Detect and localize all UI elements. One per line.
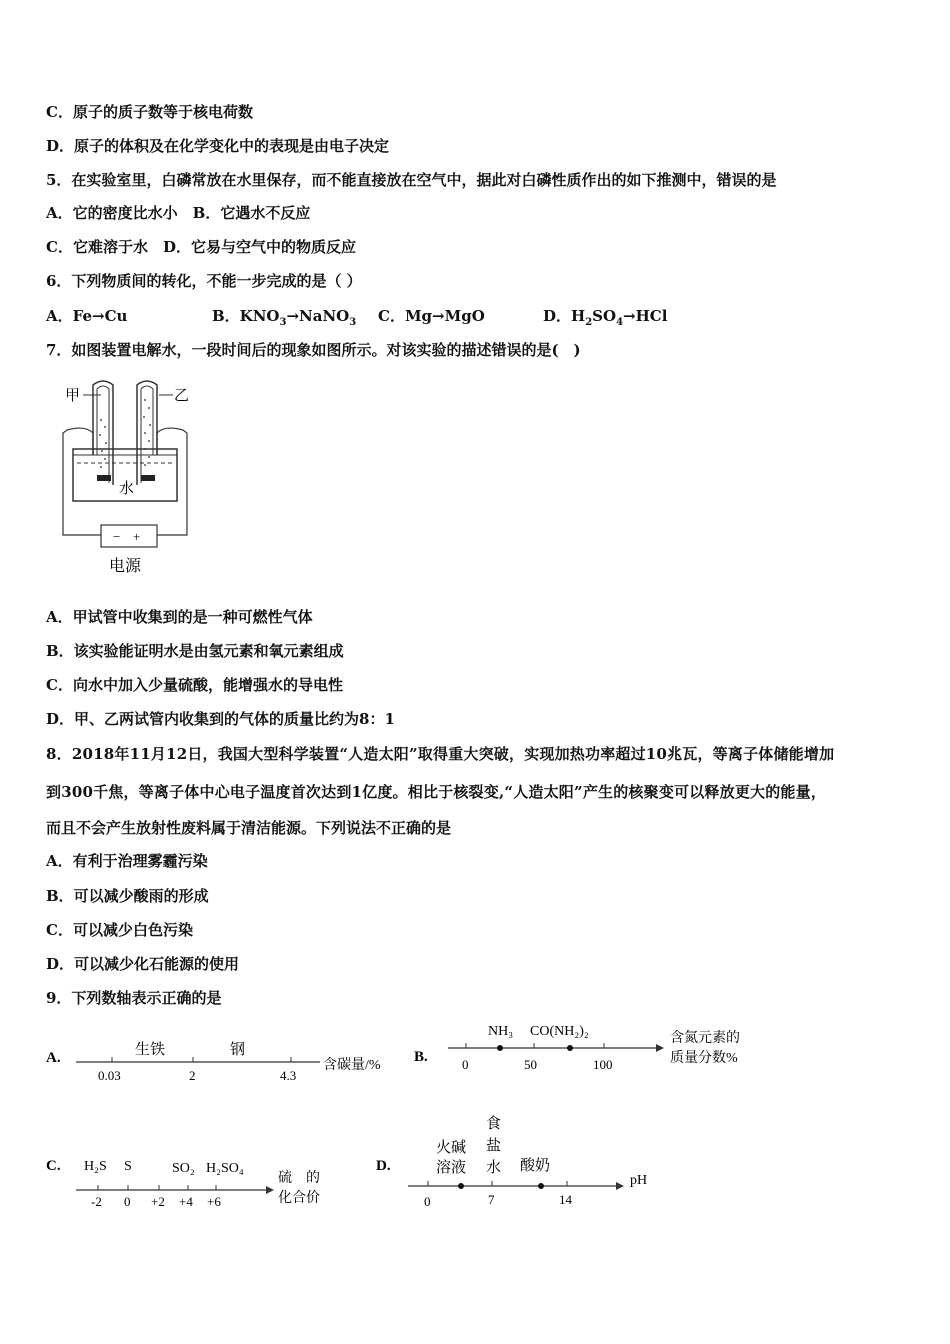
q9-b-axis-label1: 含氮元素的: [670, 1031, 740, 1046]
q9-b-point-urea: [567, 1045, 573, 1051]
q9-c-tick2: 0: [124, 1194, 131, 1209]
q9-c-letter: C.: [46, 1158, 61, 1174]
q7-option-d: D．甲、乙两试管内收集到的气体的质量比约为8：1: [46, 710, 395, 728]
q9-d-salt-3: 水: [486, 1160, 502, 1176]
q9-d-salt-2: 盐: [486, 1138, 502, 1154]
power-plus: +: [133, 529, 141, 544]
q9-d-axis-label: pH: [630, 1173, 648, 1188]
electrode-left: [97, 475, 111, 481]
fig-label-power: 电源: [109, 558, 142, 575]
q9-d-letter: D.: [376, 1158, 391, 1174]
q9-b-point-nh3: [497, 1045, 503, 1051]
q8-option-d: D．可以减少化石能源的使用: [46, 955, 240, 973]
q9-d-naoh-2: 溶液: [436, 1160, 467, 1176]
q8-stem-line2: 到300千焦，等离子体中心电子温度首次达到1亿度。相比于核裂变,“人造太阳”产生的核聚变可以释放更大的能量，: [46, 783, 827, 801]
fig-label-jia: 甲: [65, 388, 81, 404]
q9-b-urea: CO(NH₂)₂: [530, 1024, 589, 1039]
q9-axis-d: [370, 1108, 670, 1218]
q9-c-tick1: -2: [91, 1194, 102, 1209]
q6-d-sub4: 4: [616, 317, 624, 328]
q9-c-s: S: [124, 1159, 132, 1174]
q9-a-tick2: 2: [189, 1068, 196, 1083]
q5-options-cd: C．它难溶于水 D．它易与空气中的物质反应: [46, 238, 356, 256]
electrolysis-figure: [55, 375, 205, 580]
q7-stem: 7．如图装置电解水，一段时间后的现象如图所示。对该实验的描述错误的是( ): [46, 341, 581, 359]
q9-c-h2s: H₂S: [84, 1159, 107, 1174]
q9-d-salt-1: 食: [486, 1116, 502, 1132]
q9-d-yogurt: 酸奶: [520, 1158, 551, 1174]
q5-stem: 5．在实验室里，白磷常放在水里保存，而不能直接放在空气中，据此对白磷性质作出的如下推测中，错误的是: [46, 171, 777, 189]
q9-b-axis-label2: 质量分数%: [670, 1051, 738, 1066]
q9-a-tick1: 0.03: [98, 1068, 121, 1083]
tube-left: [93, 381, 113, 485]
q4-option-c: C．原子的质子数等于核电荷数: [46, 103, 253, 121]
q6-b-sub2: 3: [349, 317, 357, 328]
q6-option-d: [543, 306, 667, 333]
power-supply: [101, 525, 157, 547]
q8-option-b: B．可以减少酸雨的形成: [46, 887, 209, 905]
q6-d-end: →HCl: [623, 307, 668, 325]
q9-c-tick4: +4: [179, 1194, 193, 1209]
q9-axis-b: [410, 1015, 770, 1080]
q9-b-tick1: 0: [462, 1057, 469, 1072]
q8-stem-line3: 而且不会产生放射性废料属于清洁能源。下列说法不正确的是: [46, 819, 452, 837]
q9-d-tick2: 7: [488, 1192, 495, 1207]
fig-label-water: 水: [119, 481, 135, 497]
q9-c-tick3: +2: [151, 1194, 165, 1209]
fig-label-yi: 乙: [174, 388, 190, 404]
q9-c-so2: SO₂: [172, 1161, 195, 1176]
q9-c-axis-label1: 硫 的: [278, 1171, 320, 1186]
q9-c-h2so4: H₂SO₄: [206, 1161, 244, 1176]
q8-stem-line1: 8．2018年11月12日，我国大型科学装置“人造太阳”取得重大突破，实现加热功率超过10兆瓦，等离子体储能增加: [46, 745, 835, 763]
q9-d-tick3: 14: [559, 1192, 572, 1207]
q9-a-tick3: 4.3: [280, 1068, 297, 1083]
q9-b-tick3: 100: [593, 1057, 613, 1072]
q6-b-pre: B．KNO: [212, 307, 280, 325]
q6-option-c: C．Mg→MgO: [378, 307, 485, 325]
q9-a-axis-label: 含碳量/%: [323, 1058, 381, 1073]
q9-c-axis-label2: 化合价: [278, 1191, 320, 1206]
q9-d-point-yogurt: [538, 1183, 544, 1189]
q6-d-pre: D．H: [543, 307, 586, 325]
q9-axis-a: [40, 1032, 410, 1092]
q9-b-tick2: 50: [524, 1057, 537, 1072]
q6-stem: 6．下列物质间的转化，不能一步完成的是（ ）: [46, 272, 362, 290]
q9-a-steel: 钢: [230, 1042, 246, 1058]
q9-d-naoh-1: 火碱: [436, 1140, 467, 1156]
q9-d-point-naoh: [458, 1183, 464, 1189]
q8-option-c: C．可以减少白色污染: [46, 921, 193, 939]
power-minus: −: [113, 529, 121, 544]
q9-a-pig-iron: 生铁: [135, 1042, 166, 1058]
q9-stem: 9．下列数轴表示正确的是: [46, 989, 222, 1007]
q6-option-b: [212, 306, 356, 333]
q4-option-d: D．原子的体积及在化学变化中的表现是由电子决定: [46, 137, 390, 155]
q5-options-ab: A．它的密度比水小 B．它遇水不反应: [46, 204, 311, 222]
q9-axis-c: [40, 1150, 370, 1220]
q6-d-sub2: 2: [585, 317, 593, 328]
electrode-right: [141, 475, 155, 481]
q7-option-b: B．该实验能证明水是由氢元素和氧元素组成: [46, 642, 344, 660]
q7-option-a: A．甲试管中收集到的是一种可燃性气体: [46, 608, 313, 626]
q9-c-tick5: +6: [207, 1194, 221, 1209]
tube-right: [137, 381, 157, 485]
q6-b-mid: →NaNO: [286, 307, 350, 325]
q6-d-mid: SO: [592, 307, 617, 325]
q6-b-sub: 3: [279, 317, 287, 328]
q9-b-nh3: NH₃: [488, 1024, 514, 1039]
q9-b-letter: B.: [414, 1049, 428, 1065]
q8-option-a: A．有利于治理雾霾污染: [46, 852, 208, 870]
q7-option-c: C．向水中加入少量硫酸，能增强水的导电性: [46, 676, 343, 694]
q9-a-letter: A.: [46, 1050, 61, 1066]
q9-d-tick1: 0: [424, 1194, 431, 1209]
q6-option-a: A．Fe→Cu: [46, 307, 128, 325]
